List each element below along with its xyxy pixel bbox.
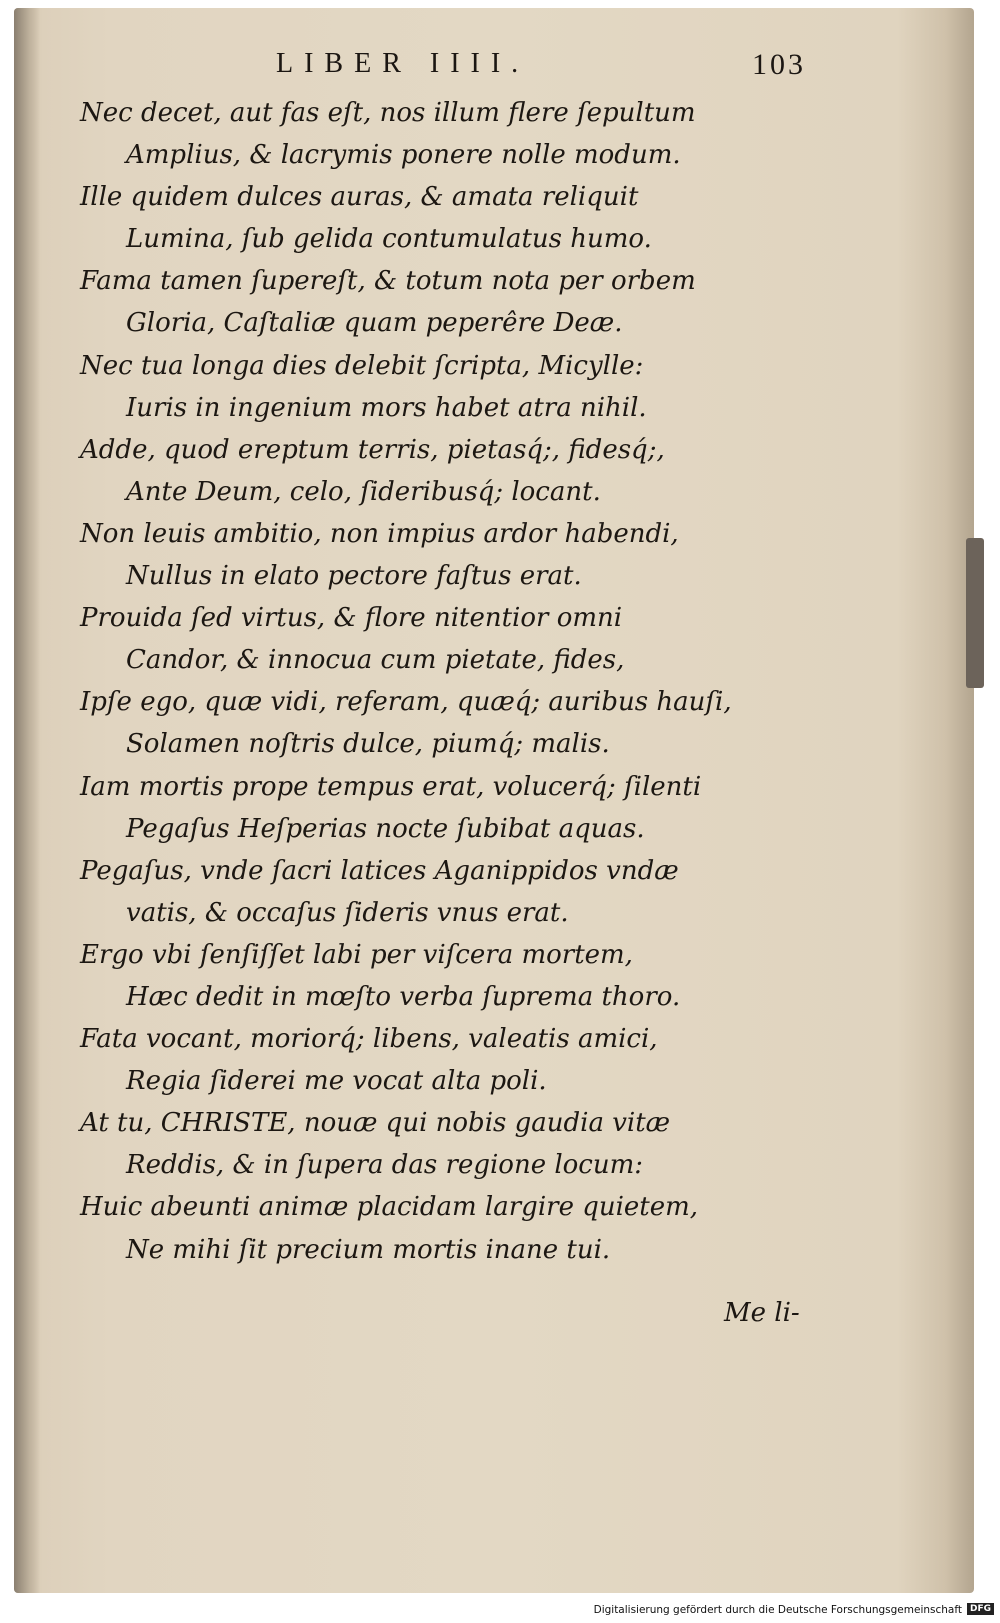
- verse-line: Iam mortis prope tempus erat, volucerq́; ſilenti: [80, 771, 702, 802]
- dfg-logo: DFG: [967, 1603, 994, 1615]
- page-header: [14, 48, 974, 88]
- verse-line: Pegaſus, vnde ſacri latices Aganippidos vndæ: [80, 855, 679, 886]
- catchword: Me li-: [724, 1298, 800, 1328]
- page-edge-tab: [966, 538, 984, 688]
- verse-line: Iuris in ingenium mors habet atra nihil.: [126, 392, 647, 423]
- verse-line: Non leuis ambitio, non impius ardor habendi,: [80, 518, 679, 549]
- verse-line: Gloria, Caſtaliæ quam peperêre Deæ.: [126, 308, 623, 339]
- verse-line: At tu, CHRISTE, nouæ qui nobis gaudia vitæ: [80, 1108, 671, 1139]
- funding-credit: Digitalisierung gefördert durch die Deutsche Forschungsgemeinschaft: [593, 1604, 962, 1616]
- verse-line: Ante Deum, celo, ſideribusq́; locant.: [126, 476, 601, 507]
- verse-line: Amplius, & lacrymis ponere nolle modum.: [126, 140, 681, 171]
- verse-line: Ergo vbi ſenſiſſet labi per viſcera mortem,: [80, 939, 633, 970]
- page-number: 103: [752, 48, 806, 81]
- running-head: LIBER IIII.: [276, 48, 530, 79]
- verse-line: Fama tamen ſupereſt, & totum nota per orbem: [80, 266, 696, 297]
- verse-line: Nec tua longa dies delebit ſcripta, Micylle:: [80, 350, 644, 381]
- verse-line: Nec decet, aut fas eſt, nos illum flere ſepultum: [80, 98, 696, 128]
- verse-line: Adde, quod ereptum terris, pietasq́;, fidesq́;,: [80, 434, 665, 465]
- verse-line: Pegaſus Heſperias nocte ſubibat aquas.: [126, 813, 645, 844]
- verse-line: Huic abeunti animæ placidam largire quietem,: [80, 1192, 699, 1223]
- verse-line: Prouida ſed virtus, & flore nitentior omni: [80, 603, 623, 634]
- verse-line: Hæc dedit in mœſto verba ſuprema thoro.: [126, 981, 681, 1012]
- verse-line: Regia ſiderei me vocat alta poli.: [126, 1066, 547, 1097]
- page-gutter-shadow: [14, 8, 40, 1593]
- digitization-footer: [0, 1600, 1000, 1623]
- verse-line: Ne mihi ſit precium mortis inane tui.: [126, 1234, 611, 1265]
- verse-line: Nullus in elato pectore faſtus erat.: [126, 561, 582, 592]
- verse-line: Candor, & innocua cum pietate, fides,: [126, 645, 625, 676]
- poem-body: [80, 92, 840, 1271]
- verse-line: Solamen noſtris dulce, piumq́; malis.: [126, 729, 610, 760]
- verse-line: Reddis, & in ſupera das regione locum:: [126, 1150, 644, 1181]
- verse-line: Lumina, ſub gelida contumulatus humo.: [126, 224, 652, 255]
- verse-line: Ille quidem dulces auras, & amata reliquit: [80, 182, 639, 213]
- verse-line: vatis, & occaſus ſideris vnus erat.: [126, 897, 569, 928]
- verse-line: Fata vocant, moriorq́; libens, valeatis amici,: [80, 1024, 658, 1055]
- book-page: [14, 8, 974, 1593]
- verse-line: Ipſe ego, quæ vidi, referam, quæq́; auribus hauſi,: [80, 687, 732, 718]
